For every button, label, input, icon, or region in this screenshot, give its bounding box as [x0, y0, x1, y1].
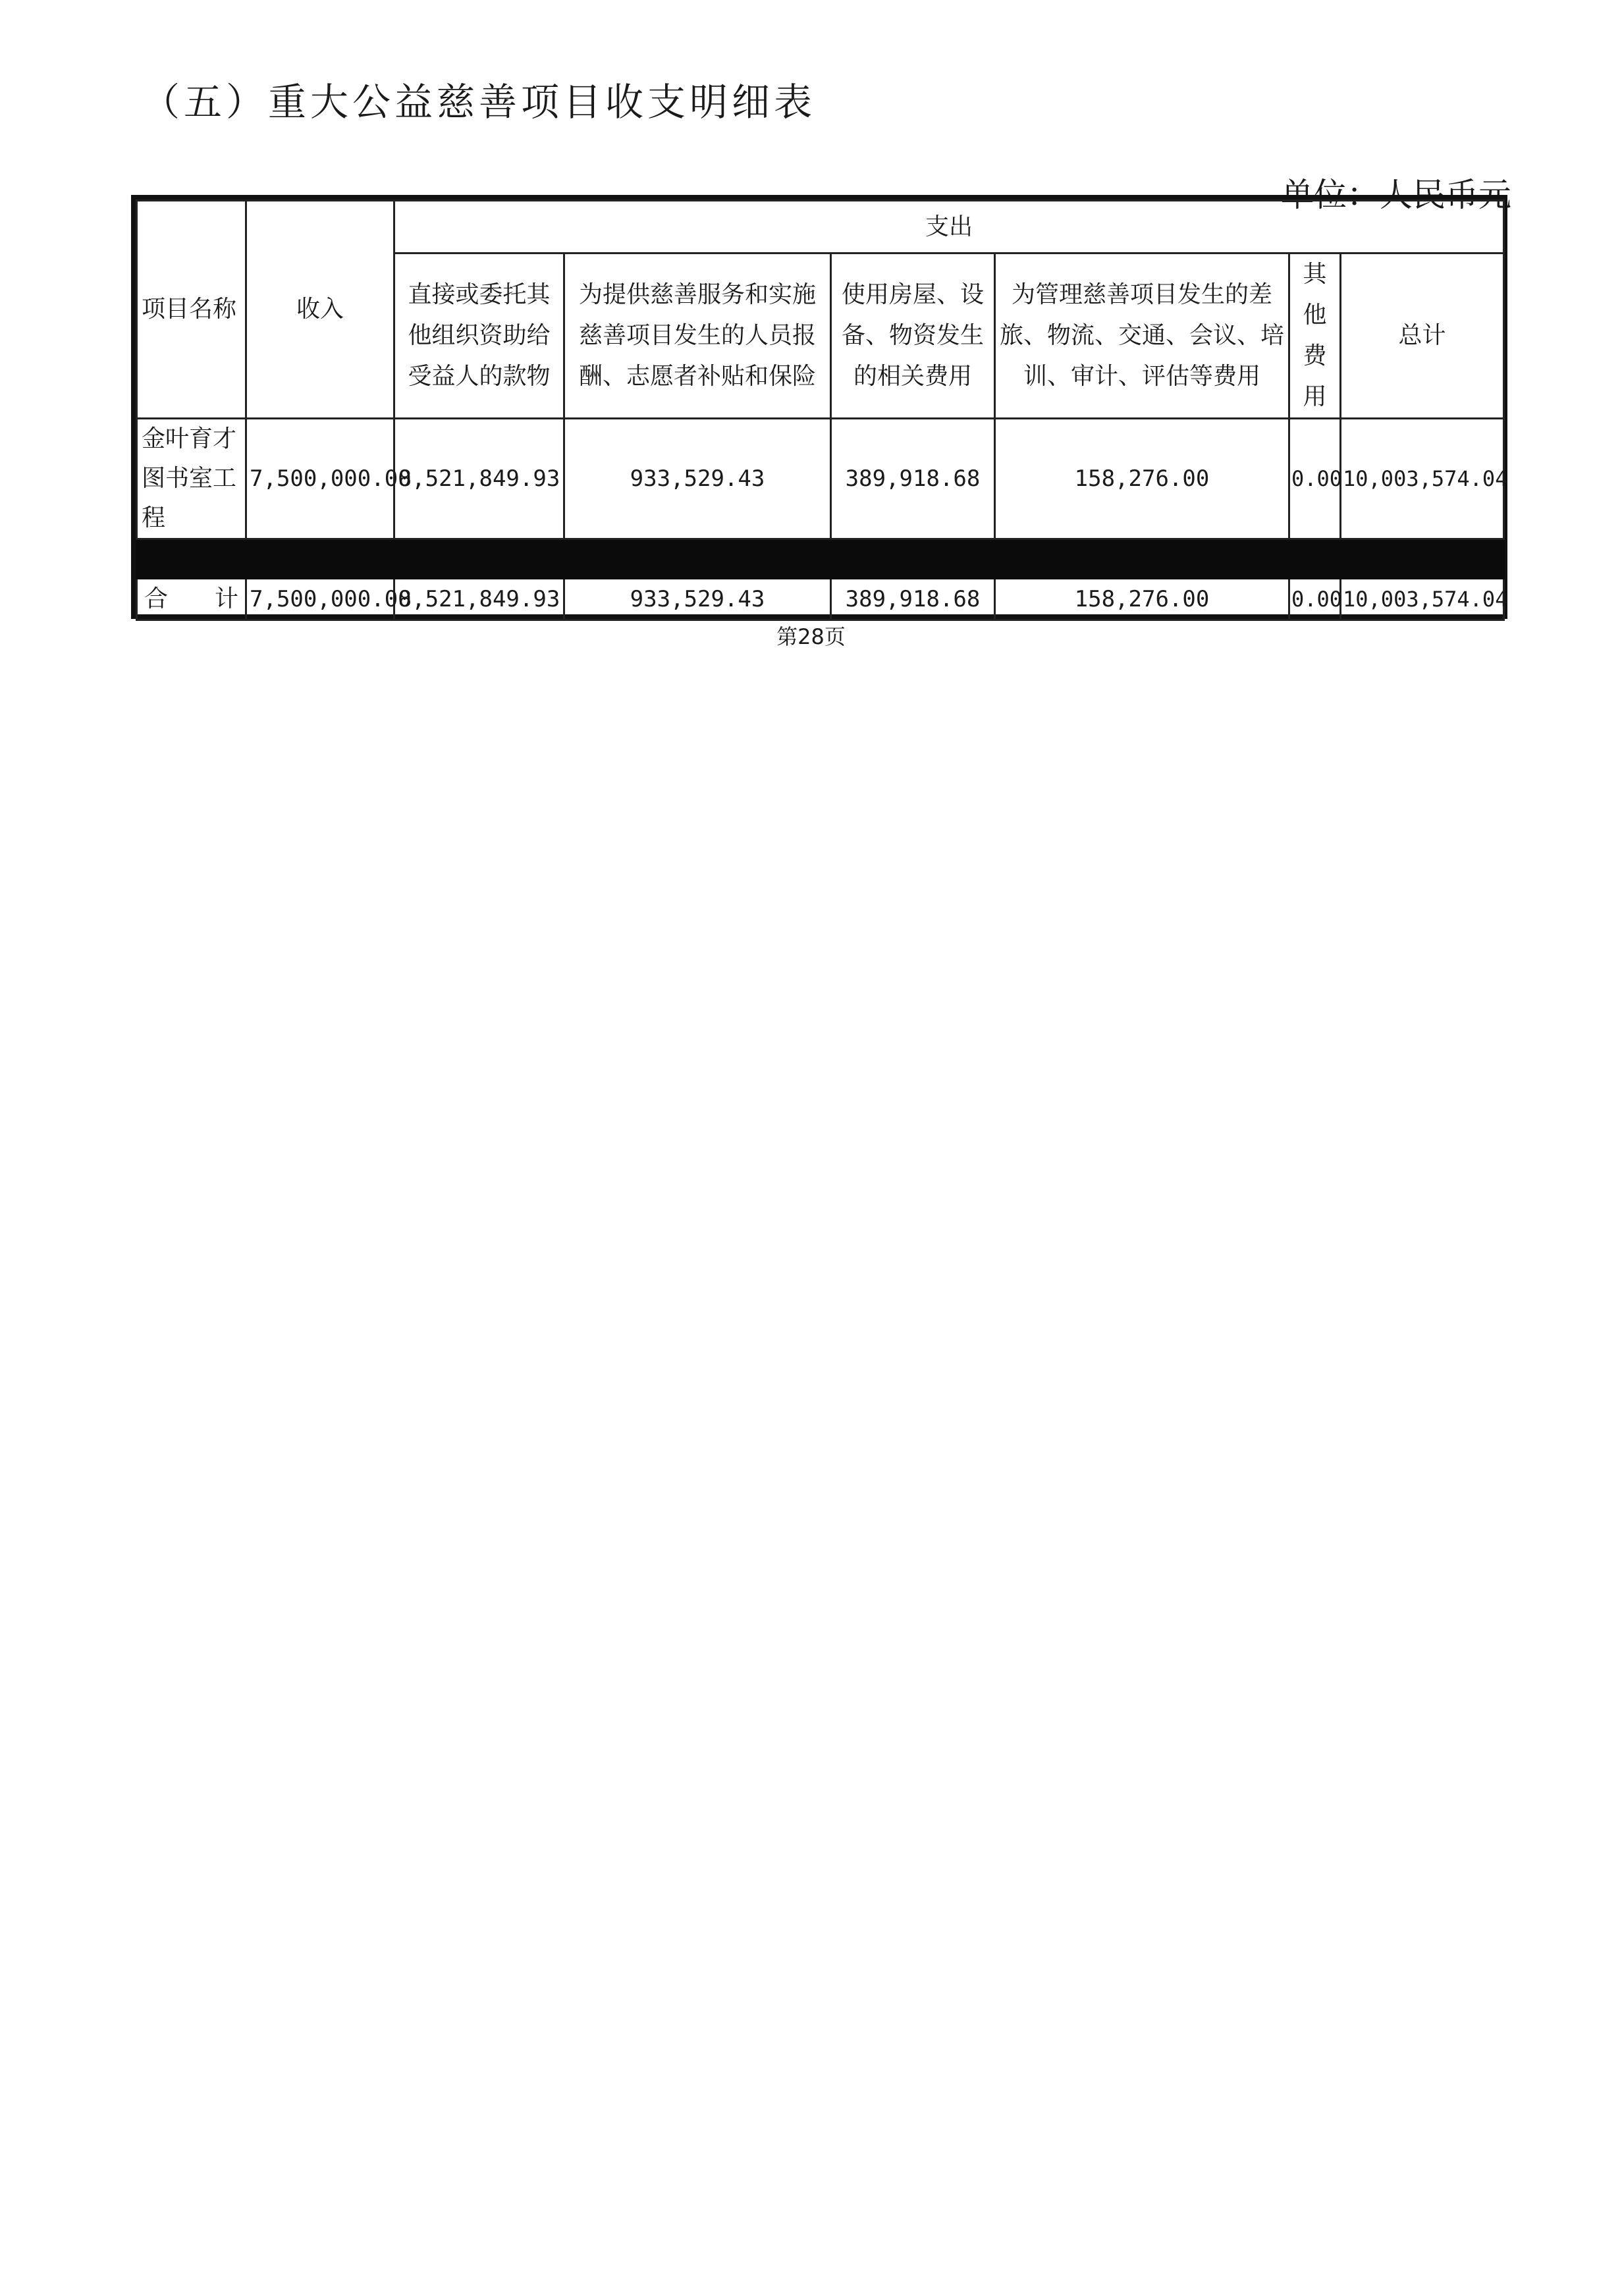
- total-other-cell: 0.00: [1289, 579, 1341, 620]
- total-personnel-cell: 933,529.43: [564, 579, 831, 620]
- total-total-cell: 10,003,574.04: [1341, 579, 1504, 620]
- header-project-name: 项目名称: [137, 201, 246, 419]
- total-label: 合 计: [137, 579, 246, 620]
- page-title: （五）重大公益慈善项目收支明细表: [142, 80, 817, 124]
- header-facility: 使用房屋、设备、物资发生的相关费用: [831, 254, 995, 419]
- header-row-1: [137, 201, 1504, 254]
- header-management: 为管理慈善项目发生的差旅、物流、交通、会议、培训、审计、评估等费用: [995, 254, 1289, 419]
- header-direct-aid: 直接或委托其他组织资助给受益人的款物: [394, 254, 564, 419]
- header-other: 其他费用: [1289, 254, 1341, 419]
- personnel-cell: 933,529.43: [564, 419, 831, 539]
- total-row: [137, 579, 1504, 620]
- direct-aid-cell: 8,521,849.93: [394, 419, 564, 539]
- total-direct-aid-cell: 8,521,849.93: [394, 579, 564, 620]
- charity-project-table: [131, 195, 1507, 619]
- page-number: 第28页: [776, 624, 846, 649]
- table-row: [137, 419, 1504, 539]
- total-management-cell: 158,276.00: [995, 579, 1289, 620]
- header-income: 收入: [246, 201, 394, 419]
- total-facility-cell: 389,918.68: [831, 579, 995, 620]
- header-total: 总计: [1341, 254, 1504, 419]
- management-cell: 158,276.00: [995, 419, 1289, 539]
- income-cell: 7,500,000.00: [246, 419, 394, 539]
- other-cell: 0.00: [1289, 419, 1341, 539]
- redacted-band: [137, 539, 1504, 579]
- project-name-cell: 金叶育才图书室工程: [137, 419, 246, 539]
- total-cell: 10,003,574.04: [1341, 419, 1504, 539]
- header-personnel: 为提供慈善服务和实施慈善项目发生的人员报酬、志愿者补贴和保险: [564, 254, 831, 419]
- facility-cell: 389,918.68: [831, 419, 995, 539]
- total-income-cell: 7,500,000.00: [246, 579, 394, 620]
- header-expenditure: 支出: [394, 201, 1504, 254]
- unit-label: 单位：人民币元: [1281, 176, 1511, 214]
